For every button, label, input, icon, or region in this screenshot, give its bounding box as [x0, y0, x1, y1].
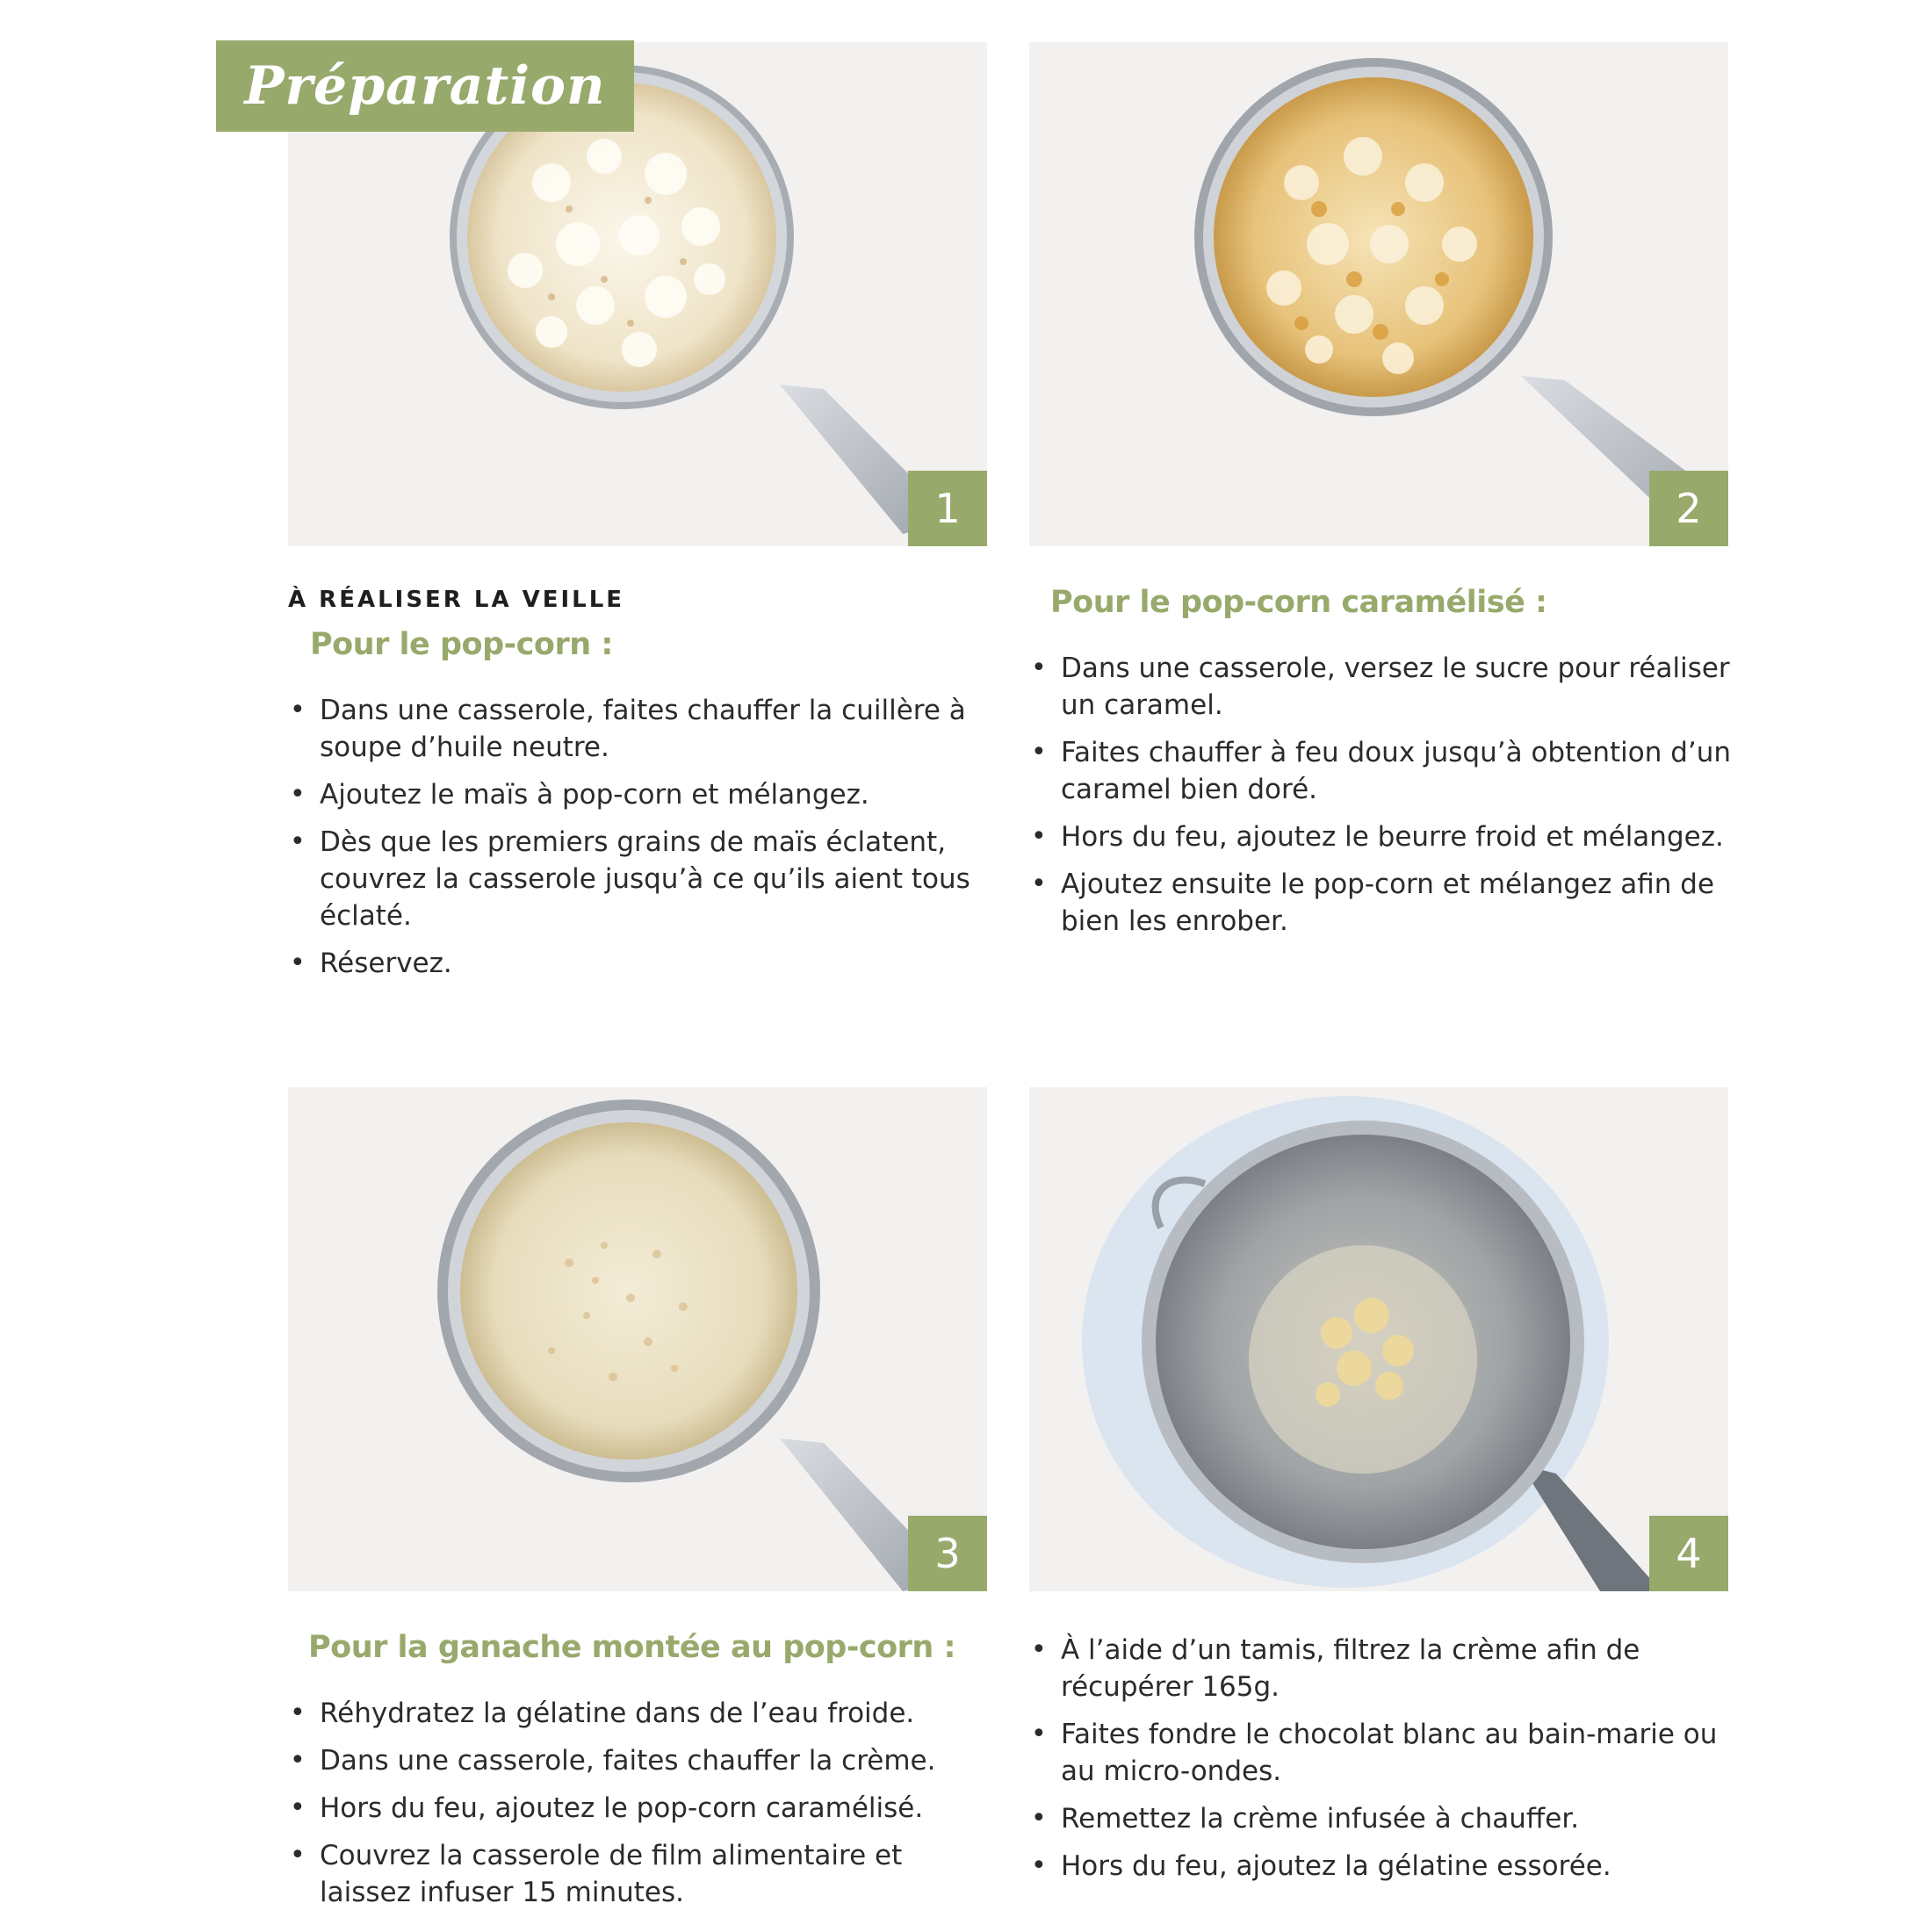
step-2-heading: Pour le pop-corn caramélisé :: [1050, 585, 1547, 620]
list-item: • Dès que les premiers grains de maïs éclatent, couvrez la casserole jusqu’à ce qu’ils aient tous éclaté.: [288, 824, 991, 934]
saucepan-cream-image: [288, 1087, 987, 1591]
list-item: • Hors du feu, ajoutez la gélatine essorée.: [1029, 1848, 1737, 1885]
list-item: • Réhydratez la gélatine dans de l’eau froide.: [288, 1695, 991, 1732]
step-3-heading: Pour la ganache montée au pop-corn :: [308, 1630, 956, 1665]
step-4-list: [1029, 1632, 1737, 1895]
sieve-popcorn-image: [1029, 1087, 1728, 1591]
list-item: • Réservez.: [288, 945, 991, 982]
step-number-badge: 2: [1649, 471, 1728, 546]
saucepan-caramel-popcorn-image: [1029, 42, 1728, 546]
list-item: • Hors du feu, ajoutez le beurre froid et mélangez.: [1029, 818, 1737, 855]
list-item: • Dans une casserole, faites chauffer la crème.: [288, 1742, 991, 1779]
step-1-heading: Pour le pop-corn :: [310, 627, 613, 662]
step-number-badge: 1: [908, 471, 987, 546]
list-item: • Faites chauffer à feu doux jusqu’à obtention d’un caramel bien doré.: [1029, 734, 1737, 808]
list-item: • Faites fondre le chocolat blanc au bain-marie ou au micro-ondes.: [1029, 1716, 1737, 1790]
list-item: • Ajoutez le maïs à pop-corn et mélangez.: [288, 776, 991, 813]
step-1-kicker: À RÉALISER LA VEILLE: [288, 587, 625, 613]
step-2-list: [1029, 650, 1737, 950]
step-1-list: [288, 692, 991, 992]
step-number-badge: 3: [908, 1516, 987, 1591]
list-item: • Hors du feu, ajoutez le pop-corn caramélisé.: [288, 1790, 991, 1827]
step-number-badge: 4: [1649, 1516, 1728, 1591]
list-item: • Remettez la crème infusée à chauffer.: [1029, 1800, 1737, 1837]
step-4-photo: [1029, 1087, 1728, 1591]
section-banner: [216, 40, 634, 132]
step-3-photo: [288, 1087, 987, 1591]
list-item: • Dans une casserole, faites chauffer la cuillère à soupe d’huile neutre.: [288, 692, 991, 766]
list-item: • Dans une casserole, versez le sucre pour réaliser un caramel.: [1029, 650, 1737, 724]
list-item: • À l’aide d’un tamis, filtrez la crème afin de récupérer 165g.: [1029, 1632, 1737, 1705]
step-2-photo: [1029, 42, 1728, 546]
step-3-list: [288, 1695, 991, 1921]
section-title: Préparation: [244, 55, 606, 117]
list-item: • Couvrez la casserole de film alimentaire et laissez infuser 15 minutes.: [288, 1837, 991, 1911]
list-item: • Ajoutez ensuite le pop-corn et mélangez afin de bien les enrober.: [1029, 866, 1737, 940]
